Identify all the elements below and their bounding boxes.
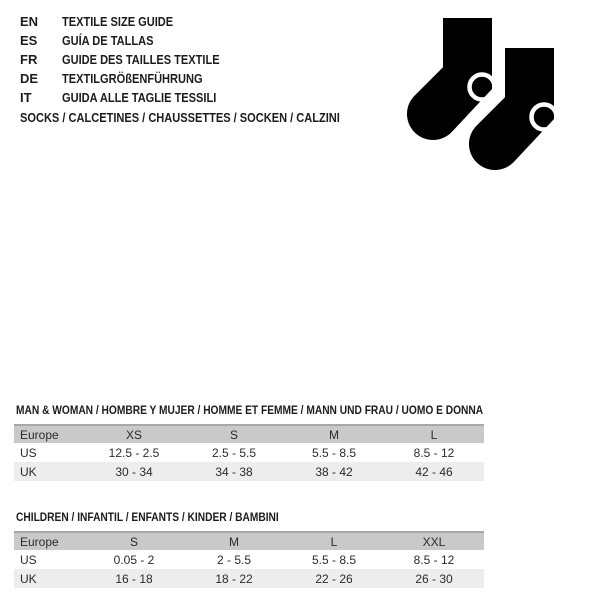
table-row-uk (14, 462, 484, 481)
language-row-it (20, 88, 247, 107)
socks-icon (403, 16, 563, 184)
col-header-region: Europe (20, 427, 59, 442)
col-header-size: L (330, 534, 338, 549)
children-size-table (14, 531, 484, 588)
man-woman-section (14, 403, 484, 481)
col-header-size: M (329, 427, 339, 442)
size-cell: 22 - 26 (315, 571, 353, 586)
language-label: GUÍA DE TALLAS (62, 33, 154, 48)
size-cell: 18 - 22 (215, 571, 253, 586)
row-label: UK (20, 571, 37, 586)
size-cell: 2 - 5.5 (216, 552, 252, 567)
size-cell: 8.5 - 12 (413, 552, 455, 567)
col-header-size: XS (125, 427, 142, 442)
size-cell: 30 - 34 (115, 464, 153, 479)
size-cell: 26 - 30 (415, 571, 453, 586)
col-header-size: L (430, 427, 438, 442)
language-label: GUIDA ALLE TAGLIE TESSILI (62, 90, 217, 105)
language-code: DE (20, 71, 39, 86)
size-cell: 5.5 - 8.5 (311, 552, 357, 567)
language-code: IT (20, 90, 32, 105)
size-cell: 16 - 18 (115, 571, 153, 586)
col-header-size: S (229, 427, 238, 442)
language-row-de (20, 69, 247, 88)
table-header-row (14, 425, 484, 443)
language-label: TEXTILE SIZE GUIDE (62, 14, 174, 29)
table-row-uk (14, 569, 484, 588)
size-cell: 0.05 - 2 (113, 552, 155, 567)
language-row-en (20, 12, 247, 31)
size-cell: 2.5 - 5.5 (211, 445, 257, 460)
language-label: GUIDE DES TAILLES TEXTILE (62, 52, 220, 67)
size-cell: 12.5 - 2.5 (108, 445, 160, 460)
language-label: TEXTILGRÖßENFÜHRUNG (62, 71, 203, 86)
col-header-size: S (129, 534, 138, 549)
man-woman-size-table (14, 424, 484, 481)
language-code: FR (20, 52, 38, 67)
size-cell: 34 - 38 (215, 464, 253, 479)
size-cell: 8.5 - 12 (413, 445, 455, 460)
size-cell: 5.5 - 8.5 (311, 445, 357, 460)
table-header-row (14, 532, 484, 550)
size-cell: 42 - 46 (415, 464, 453, 479)
table-title: MAN & WOMAN / HOMBRE Y MUJER / HOMME ET FEMME / MANN UND FRAU / UOMO E DONNA (16, 403, 484, 417)
table-row-us (14, 443, 484, 462)
col-header-size: XXL (422, 534, 446, 549)
row-label: UK (20, 464, 37, 479)
col-header-region: Europe (20, 534, 59, 549)
children-section (14, 510, 484, 588)
size-cell: 38 - 42 (315, 464, 353, 479)
language-row-es (20, 31, 247, 50)
language-list (20, 12, 247, 107)
row-label: US (20, 552, 37, 567)
table-row-us (14, 550, 484, 569)
language-row-fr (20, 50, 247, 69)
language-code: ES (20, 33, 38, 48)
row-label: US (20, 445, 37, 460)
table-title: CHILDREN / INFANTIL / ENFANTS / KINDER / BAMBINI (16, 510, 279, 524)
language-code: EN (20, 14, 39, 29)
product-category-line: SOCKS / CALCETINES / CHAUSSETTES / SOCKEN / CALZINI (20, 110, 340, 125)
col-header-size: M (229, 534, 239, 549)
